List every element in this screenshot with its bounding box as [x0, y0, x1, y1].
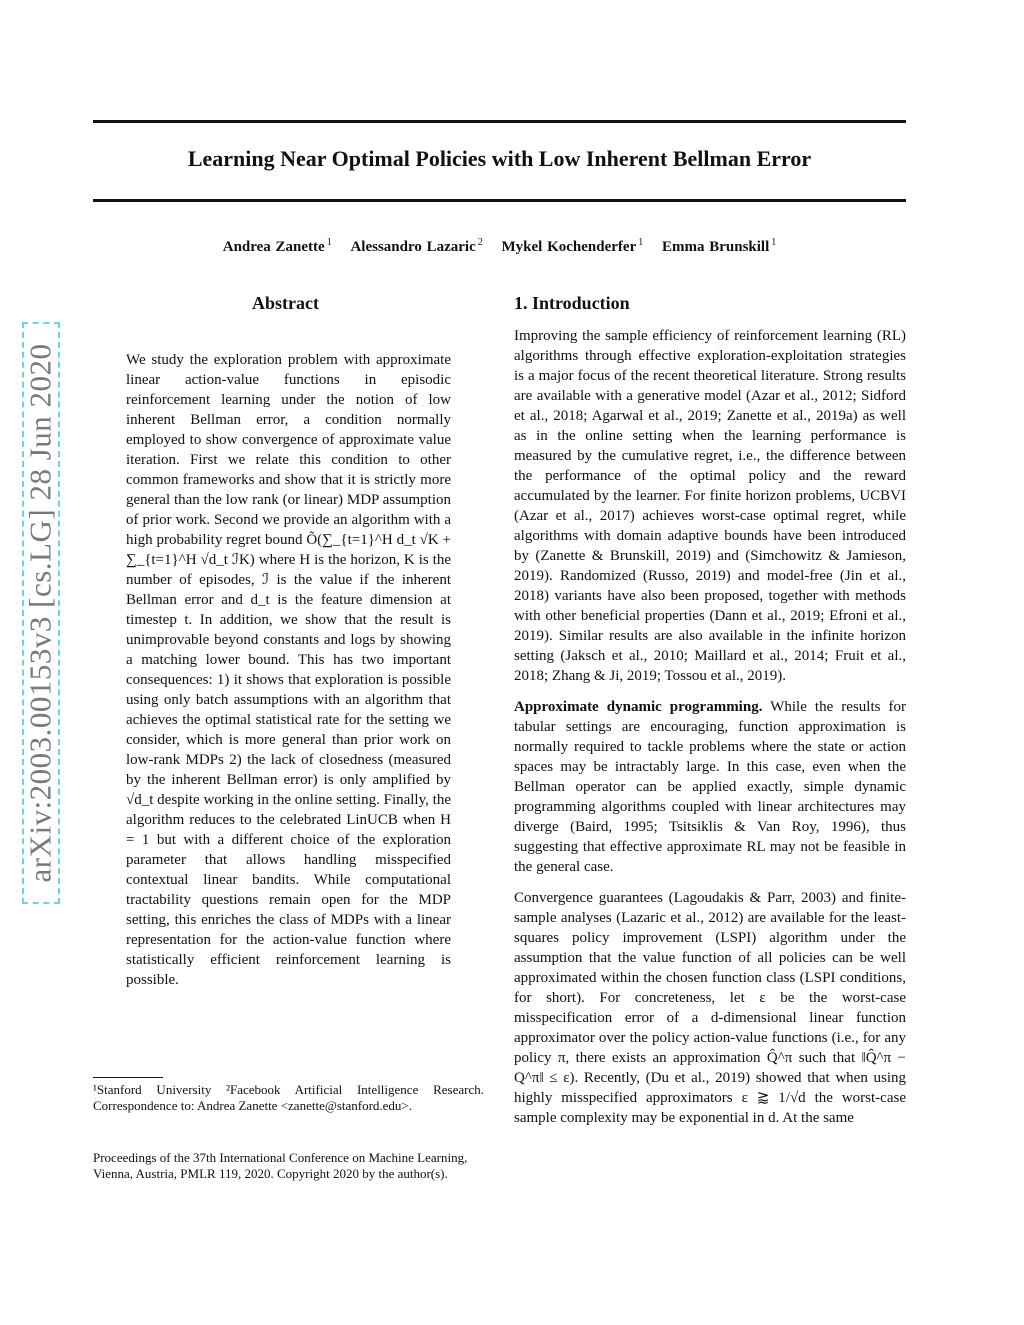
affiliation-footnote: ¹Stanford University ²Facebook Artificial Intelligence Research. Correspondence to: Andrea Zanette <zanette@stanford.edu>. — [93, 1082, 484, 1113]
introduction-heading: 1. Introduction — [514, 293, 630, 313]
author: Alessandro Lazaric $^2$ — [350, 237, 483, 255]
intro-paragraph-1: Improving the sample efficiency of reinforcement learning (RL) algorithms through effective exploration-exploitation strategies is a major focus of the recent theoretical literature. Strong results are available with a generative model (Azar et al., 2012; Sidford et al., 2018; Agarwal et al., 2019; Zanette et al., 2019a) as well as in the online setting when the learning performance is measured by the cumulative regret, i.e., the difference between the performance of the optimal policy and the reward accumulated by the learner. For finite horizon problems, UCBVI (Azar et al., 2017) achieves worst-case optimal regret, while algorithms with domain adaptive bounds have been introduced by (Zanette & Brunskill, 2019) and (Simchowitz & Jamieson, 2019). Randomized (Russo, 2019) and model-free (Jin et al., 2018) variants have also been proposed, together with methods with other beneficial properties (Dann et al., 2019; Efroni et al., 2019). Similar results are also available in the infinite horizon setting (Jaksch et al., 2010; Maillard et al., 2014; Fruit et al., 2018; Zhang & Ji, 2019; Tossou et al., 2019). — [514, 328, 906, 684]
abstract-heading: Abstract — [252, 293, 319, 313]
author: Mykel Kochenderfer $^1$ — [501, 237, 644, 255]
paper-title: Learning Near Optimal Policies with Low Inherent Bellman Error — [187, 146, 812, 171]
intro-paragraph-2: Approximate dynamic programming. While the results for tabular settings are encouraging, function approximation is normally required to tackle problems where the state or action spaces may be intractably large. In this case, even when the Bellman operator can be applied exactly, simple dynamic programming algorithms coupled with linear architectures may diverge (Baird, 1995; Tsitsiklis & Van Roy, 1996), thus suggesting that effective approximate RL may not be feasible in the general case. — [514, 699, 906, 875]
proceedings-note: Proceedings of the 37th International Conference on Machine Learning, Vienna, Austria, PMLR 119, 2020. Copyright 2020 by the author(s). — [93, 1150, 468, 1181]
arxiv-stamp-text: arXiv:2003.00153v3 [cs.LG] 28 Jun 2020 — [23, 343, 58, 883]
introduction-body — [514, 326, 906, 1139]
arxiv-stamp[interactable] — [22, 322, 60, 904]
author-list — [93, 237, 906, 256]
top-rule — [93, 120, 906, 123]
title-bottom-rule — [93, 199, 906, 202]
footnote-rule — [93, 1077, 163, 1078]
abstract-text: We study the exploration problem with approximate linear action-value functions in episodic reinforcement learning under the notion of low inherent Bellman error, a condition normally employed to show convergence of approximate value iteration. First we relate this condition to other common frameworks and show that it is strictly more general than the low rank (or linear) MDP assumption of prior work. Second we provide an algorithm with a high probability regret bound Õ(∑_{t=1}^H d_t √K + ∑_{t=1}^H √d_t ℐK) where H is the horizon, K is the number of episodes, ℐ is the value if the inherent Bellman error and d_t is the feature dimension at timestep t. In addition, we show that the result is unimprovable beyond constants and logs by showing a matching lower bound. This has two important consequences: 1) it shows that exploration is possible using only batch assumptions with an algorithm that achieves the optimal statistical rate for the setting we consider, which is more general than prior work on low-rank MDPs 2) the lack of closedness (measured by the inherent Bellman error) is only amplified by √d_t despite working in the online setting. Finally, the algorithm reduces to the celebrated LinUCB when H = 1 but with a different choice of the exploration parameter that allows handling misspecified contextual linear bandits. While computational tractability questions remain open for the MDP setting, this enriches the class of MDPs with a linear representation for the action-value function where statistically efficient reinforcement learning is possible. — [126, 352, 451, 988]
author: Emma Brunskill $^1$ — [661, 237, 777, 255]
paragraph-lead: Approximate dynamic programming. — [514, 699, 763, 715]
intro-paragraph-3: Convergence guarantees (Lagoudakis & Parr, 2003) and finite-sample analyses (Lazaric et al., 2012) are available for the least-squares policy improvement (LSPI) algorithm under the assumption that the value function of all policies can be well approximated within the chosen function class (LSPI conditions, for short). For concreteness, let ε be the worst-case misspecification error of a d-dimensional linear function approximator over the policy action-value functions (i.e., for any policy π, there exists an approximation Q̂^π such that ‖Q̂^π − Q^π‖ ≤ ε). Recently, (Du et al., 2019) showed that when using highly misspecified approximators ε ⪆ 1/√d the worst-case sample complexity may be exponential in d. At the same — [514, 890, 906, 1126]
author: Andrea Zanette $^1$ — [222, 237, 332, 255]
